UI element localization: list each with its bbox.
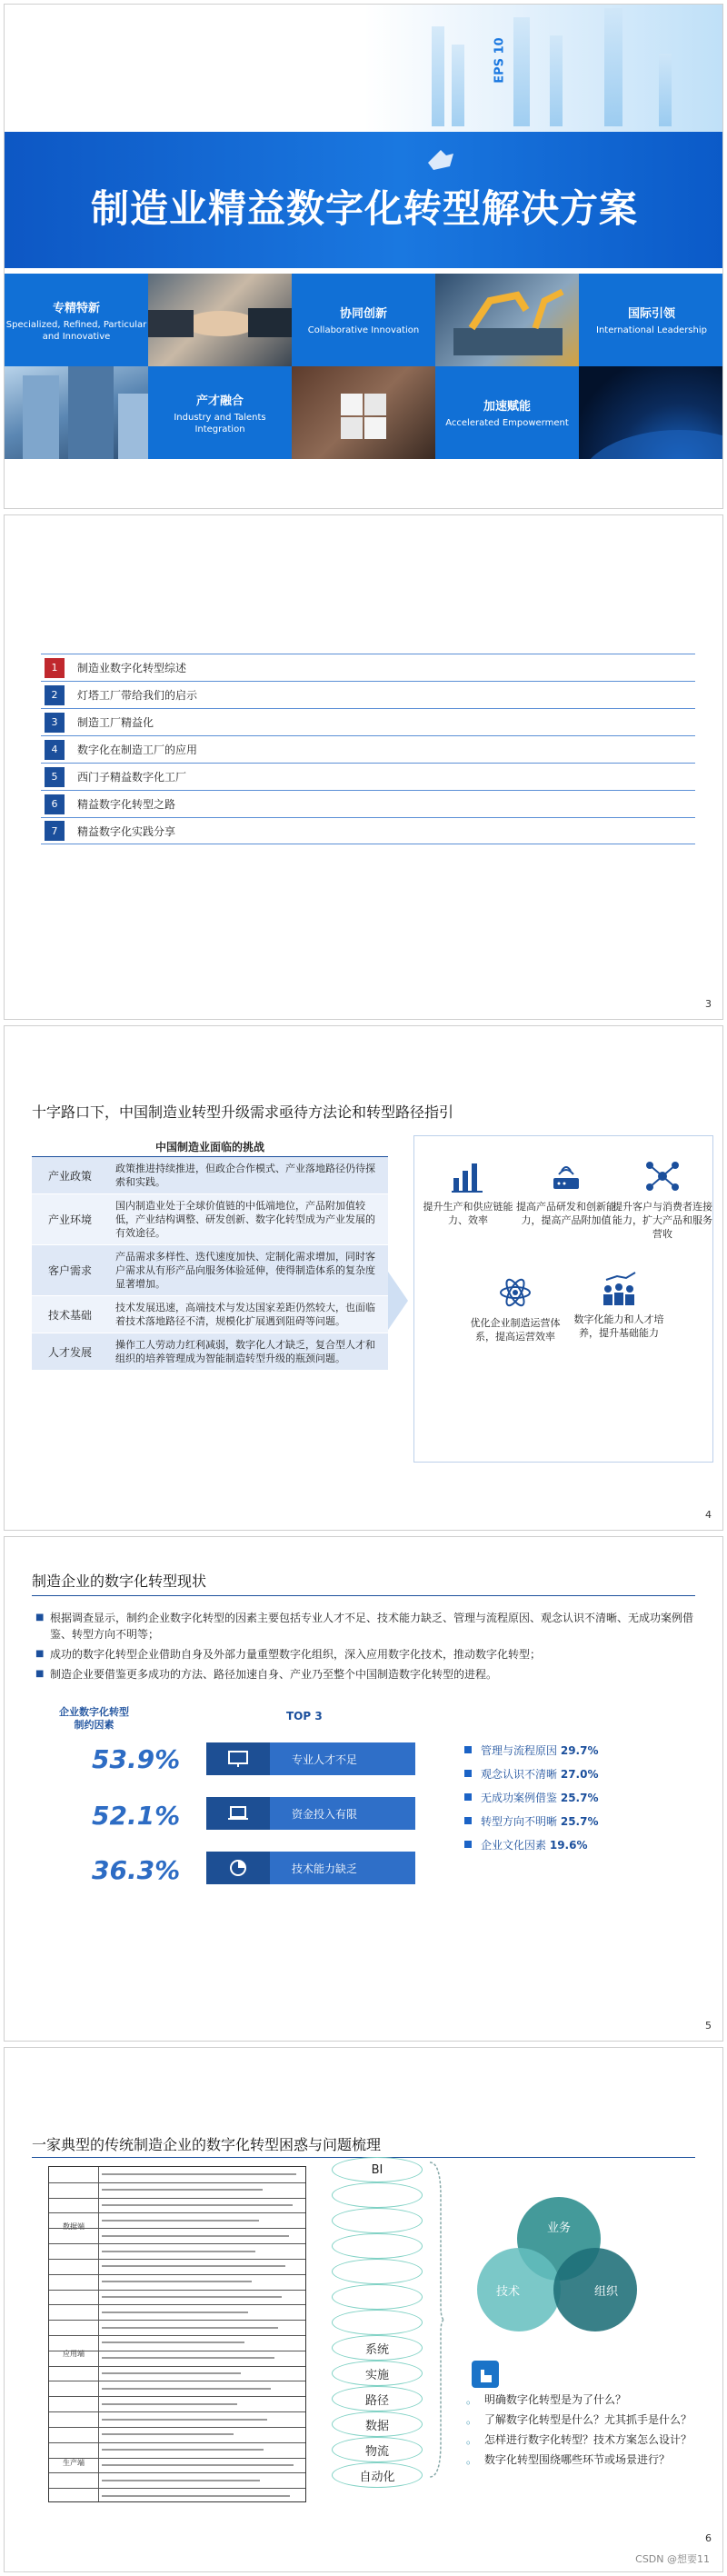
table-cell-text <box>102 2433 234 2435</box>
table-cell-text <box>102 2173 296 2175</box>
hand-cursor-icon <box>423 145 459 172</box>
table-row <box>49 2212 305 2213</box>
slide-title: 制造企业的数字化转型现状 <box>32 1573 207 1590</box>
slide-challenges <box>4 1025 723 1531</box>
cover-building <box>659 54 672 126</box>
toc-number: 1 <box>45 658 65 678</box>
team-growth-icon <box>599 1271 639 1307</box>
eps-label: EPS 10 <box>493 37 507 84</box>
table-row <box>49 2290 305 2291</box>
top3-label: TOP 3 <box>286 1710 323 1722</box>
table-row <box>49 2427 305 2428</box>
toc-item-4[interactable] <box>41 735 695 763</box>
network-icon <box>644 1158 681 1194</box>
challenge-key: 客户需求 <box>47 1264 92 1277</box>
toc-label: 灯塔工厂带给我们的启示 <box>77 689 198 702</box>
table-cell-text <box>102 2495 290 2497</box>
challenge-row <box>32 1333 388 1371</box>
table-cell-text <box>102 2251 255 2252</box>
tile-specialized: 专精特新 Specialized, Refined, Particular and Innovative <box>5 274 148 366</box>
chain-node <box>332 2208 423 2233</box>
table-cell-text <box>102 2311 248 2313</box>
factor-stat: 企业文化因素 19.6% <box>464 1837 587 1852</box>
title-divider <box>32 1595 695 1596</box>
factor-stat: 转型方向不明晰 25.7% <box>464 1813 598 1829</box>
venn-label: 组织 <box>593 2284 618 2299</box>
table-cell-text <box>102 2403 237 2405</box>
factor-stat: 观念认识不清晰 27.0% <box>464 1766 598 1782</box>
table-row <box>49 2228 305 2229</box>
table-cell-text <box>102 2480 260 2481</box>
page-number: 4 <box>705 1509 712 1521</box>
table-cell-text <box>102 2296 282 2298</box>
earth-photo <box>579 366 723 459</box>
toc-list <box>41 654 695 844</box>
goal-item <box>569 1271 669 1340</box>
handshake-icon <box>148 274 292 366</box>
table-row <box>49 2304 305 2305</box>
slide-cover <box>4 4 723 509</box>
tile-international: 国际引领 International Leadership <box>579 274 723 366</box>
chain-node <box>332 2310 423 2335</box>
chain-node <box>332 2284 423 2310</box>
challenge-text: 政策推进持续推进，但政企合作模式、产业落地路径仍待探索和实践。 <box>115 1163 375 1188</box>
table-row <box>49 2243 305 2244</box>
puzzle-hands-photo <box>292 366 435 459</box>
laptop-icon <box>206 1797 270 1830</box>
top3-bar <box>206 1797 415 1830</box>
table-row <box>49 2411 305 2412</box>
goal-item <box>612 1158 712 1241</box>
toc-number: 5 <box>45 767 65 787</box>
top3-bar-label: 资金投入有限 <box>270 1797 415 1830</box>
table-cell-text <box>102 2327 278 2329</box>
table-row <box>49 2458 305 2459</box>
table-row <box>49 2442 305 2443</box>
table-row <box>49 2488 305 2489</box>
table-cell-text <box>102 2341 244 2343</box>
toc-item-6[interactable] <box>41 790 695 817</box>
earth-icon <box>579 366 723 459</box>
challenge-key: 产业政策 <box>47 1169 92 1183</box>
table-cell-text <box>102 2357 274 2359</box>
page-number: 5 <box>705 2020 712 2032</box>
bullet-item: ■ 成功的数字化转型企业借助自身及外部力量重塑数字化组织，深入应用数字化技术，推动数字化转型； <box>35 1646 699 1662</box>
page-number: 3 <box>705 998 712 1010</box>
question-item: 。 明确数字化转型是为了什么？ <box>466 2391 626 2407</box>
toc-number: 6 <box>45 794 65 814</box>
challenge-row <box>32 1194 388 1245</box>
atom-icon <box>497 1274 533 1311</box>
puzzle-icon <box>292 366 435 459</box>
challenge-rows <box>32 1157 388 1371</box>
table-row <box>49 2396 305 2397</box>
chain-node: 自动化 <box>332 2462 423 2488</box>
table-cell-text <box>102 2388 271 2390</box>
slide-title: 一家典型的传统制造企业的数字化转型困惑与问题梳理 <box>32 2136 382 2153</box>
top3-percent: 52.1% <box>92 1801 181 1831</box>
table-cell-text <box>102 2372 241 2374</box>
table-cell-text <box>102 2449 264 2451</box>
top3-bar <box>206 1742 415 1775</box>
cover-building <box>452 45 464 126</box>
toc-item-2[interactable] <box>41 681 695 708</box>
goal-text: 提高产品研发和创新能力，提高产品附加值 <box>516 1201 616 1226</box>
toc-item-3[interactable] <box>41 708 695 735</box>
chain-node: 数据 <box>332 2411 423 2437</box>
table-cell-text <box>102 2220 259 2222</box>
chain-node: 路径 <box>332 2386 423 2411</box>
chain-node <box>332 2182 423 2208</box>
venn-technology <box>477 2248 561 2331</box>
table-group-label: 数据端 <box>63 2222 85 2231</box>
watermark: CSDN @想要11 <box>635 2553 710 2565</box>
skyscraper-photo <box>5 366 148 459</box>
cover-title: 制造业精益数字化转型解决方案 <box>90 186 638 231</box>
chain-node <box>332 2233 423 2259</box>
table-row <box>49 2259 305 2260</box>
table-row <box>49 2274 305 2275</box>
table-row <box>49 2472 305 2473</box>
toc-label: 制造工厂精益化 <box>77 716 154 729</box>
factor-stat: 管理与流程原因 29.7% <box>464 1742 598 1758</box>
cover-building <box>550 35 563 126</box>
question-item: 。 怎样进行数字化转型？技术方案怎么设计？ <box>466 2431 692 2447</box>
challenge-text: 技术发展迅速，高端技术与发达国家差距仍然较大，也面临着技术落地路径不清，规模化扩展遇到阻碍等问题。 <box>115 1302 375 1327</box>
toc-number: 4 <box>45 740 65 760</box>
slide-confusion <box>4 2047 723 2572</box>
arrow-chevron-icon <box>388 1272 408 1330</box>
router-icon <box>548 1158 584 1194</box>
bullet-item: ■ 根据调查显示，制约企业数字化转型的因素主要包括专业人才不足、技术能力缺乏、管理与流程原因、观念认识不清晰、无成功案例借鉴、转型方向不明等； <box>35 1610 699 1642</box>
table-group-label: 应用端 <box>63 2350 85 2358</box>
pie-chart-icon <box>206 1852 270 1884</box>
challenge-text: 国内制造业处于全球价值链的中低端地位，产品附加值较低，产业结构调整、研发创新、数字化转型成为产业发展的有效途径。 <box>115 1200 375 1239</box>
presentation-icon <box>206 1742 270 1775</box>
goal-item <box>418 1158 518 1227</box>
goals-panel <box>413 1135 713 1463</box>
building-icon <box>5 366 148 459</box>
goal-item <box>465 1274 565 1343</box>
chain-node: 系统 <box>332 2335 423 2361</box>
challenge-row <box>32 1157 388 1194</box>
table-group-label: 生产端 <box>63 2459 85 2467</box>
chain-node <box>332 2259 423 2284</box>
top3-bar <box>206 1852 415 1884</box>
constraint-subtitle <box>59 1706 129 1732</box>
toc-item-1[interactable] <box>41 654 695 681</box>
goal-text: 数字化能力和人才培养，提升基础能力 <box>573 1313 664 1339</box>
tile-industry-talents: 产才融合 Industry and Talents Integration <box>148 366 292 459</box>
robot-arm-icon <box>435 274 579 366</box>
challenge-text: 操作工人劳动力红利减弱，数字化人才缺乏，复合型人才和组织的培养管理成为智能制造转型升级的瓶颈问题。 <box>115 1339 375 1364</box>
challenge-key: 产业环境 <box>47 1213 92 1226</box>
slide-title: 十字路口下，中国制造业转型升级需求亟待方法论和转型路径指引 <box>32 1103 454 1121</box>
issue-table <box>48 2166 306 2502</box>
top3-percent: 53.9% <box>92 1744 181 1774</box>
slide-status <box>4 1536 723 2042</box>
handshake-photo <box>148 274 292 366</box>
bullet-item: ■ 制造企业要借鉴更多成功的方法、路径加速自身、产业乃至整个中国制造数字化转型的进程。 <box>35 1666 699 1682</box>
page-number: 6 <box>705 2532 712 2544</box>
table-row <box>49 2182 305 2183</box>
toc-number: 2 <box>45 685 65 705</box>
table-cell-text <box>102 2464 294 2466</box>
chain-node: 物流 <box>332 2437 423 2462</box>
table-cell-text <box>102 2419 267 2421</box>
toc-label: 精益数字化转型之路 <box>77 798 176 811</box>
tile-accelerated: 加速赋能 Accelerated Empowerment <box>435 366 579 459</box>
toc-item-7[interactable] <box>41 817 695 844</box>
chain-node: BI <box>332 2157 423 2182</box>
challenge-key: 技术基础 <box>47 1308 92 1322</box>
question-item: 。 数字化转型围绕哪些环节或场景进行？ <box>466 2451 670 2467</box>
cover-building <box>604 8 622 126</box>
table-cell-text <box>102 2265 285 2267</box>
bar-chart-icon <box>450 1158 486 1194</box>
constraint-subtitle-line: 企业数字化转型 <box>59 1706 129 1718</box>
table-cell-text <box>102 2235 289 2237</box>
toc-label: 制造业数字化转型综述 <box>77 662 187 674</box>
table-cell-text <box>102 2204 293 2206</box>
cover-building <box>513 17 530 126</box>
factory-robot-photo <box>435 274 579 366</box>
cover-tile-grid <box>5 274 723 509</box>
challenge-row <box>32 1296 388 1333</box>
challenge-table <box>32 1139 388 1371</box>
toc-label: 数字化在制造工厂的应用 <box>77 744 198 756</box>
venn-organization <box>553 2248 637 2331</box>
bracket-icon <box>428 2161 446 2479</box>
table-cell-text <box>102 2281 252 2282</box>
challenge-table-title: 中国制造业面临的挑战 <box>32 1139 388 1157</box>
cover-building <box>432 26 444 126</box>
table-row <box>49 2320 305 2321</box>
toc-number: 7 <box>45 821 65 841</box>
factor-stat: 无成功案例借鉴 25.7% <box>464 1790 598 1805</box>
toc-label: 西门子精益数字化工厂 <box>77 771 187 784</box>
challenge-text: 产品需求多样性、迭代速度加快、定制化需求增加，同时客户需求从有形产品向服务体验延伸，使得制造体系的复杂度显著增加。 <box>115 1251 375 1290</box>
toc-item-5[interactable] <box>41 763 695 790</box>
top3-bar-label: 技术能力缺乏 <box>270 1852 415 1884</box>
table-cell-text <box>102 2189 263 2191</box>
venn-label: 业务 <box>546 2221 571 2235</box>
toc-number: 3 <box>45 713 65 733</box>
challenge-key: 人才发展 <box>47 1345 92 1359</box>
table-row <box>49 2335 305 2336</box>
tile-collaborative: 协同创新 Collaborative Innovation <box>292 274 435 366</box>
chain-node: 实施 <box>332 2361 423 2386</box>
challenge-row <box>32 1245 388 1296</box>
slide-toc <box>4 514 723 1020</box>
constraint-subtitle-line: 制约因素 <box>74 1719 115 1731</box>
goal-text: 提升客户与消费者连接能力，扩大产品和服务营收 <box>612 1201 712 1240</box>
goal-item <box>516 1158 616 1227</box>
question-item: 。 了解数字化转型是什么？尤其抓手是什么？ <box>466 2411 692 2427</box>
hand-pointer-icon <box>470 2359 501 2390</box>
top3-percent: 36.3% <box>92 1855 181 1885</box>
table-row <box>49 2198 305 2199</box>
toc-label: 精益数字化实践分享 <box>77 824 176 838</box>
table-column-divider <box>98 2167 99 2501</box>
venn-label: 技术 <box>495 2284 520 2299</box>
top3-bar-label: 专业人才不足 <box>270 1742 415 1775</box>
goal-text: 提升生产和供应链能力、效率 <box>423 1201 513 1226</box>
table-row <box>49 2366 305 2367</box>
goal-text: 优化企业制造运营体系，提高运营效率 <box>470 1317 561 1343</box>
